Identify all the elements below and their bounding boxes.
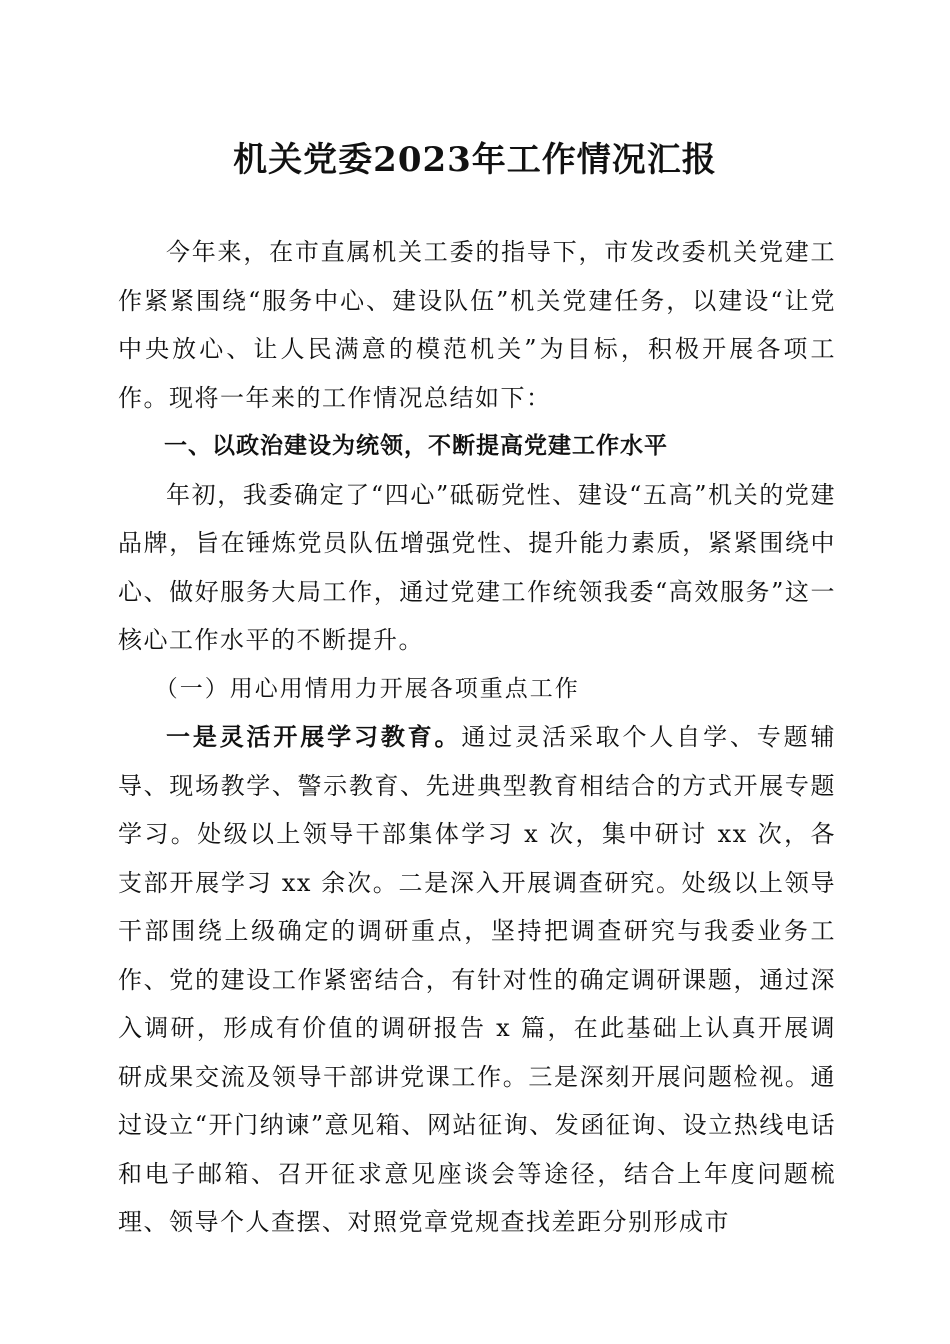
- document-title: 机关党委2023年工作情况汇报: [233, 140, 717, 180]
- section-1-heading: 一、以政治建设为统领，不断提高党建工作水平: [164, 433, 668, 459]
- subsection-1-heading: （一）用心用情用力开展各项重点工作: [154, 675, 580, 702]
- subsection-1-lead: 一是灵活开展学习教育。: [166, 722, 462, 751]
- section-1-paragraph: 年初，我委确定了“四心”砥砺党性、建设“五高”机关的党建品牌，旨在锤炼党员队伍增强党性、提升能力素质，紧紧围绕中心、做好服务大局工作，通过党建工作统领我委“高效服务”这一核心工作水平的不断提升。: [118, 480, 836, 654]
- document-body: [118, 228, 836, 1247]
- subsection-1-paragraph: [118, 713, 836, 1247]
- intro-paragraph: 今年来，在市直属机关工委的指导下，市发改委机关党建工作紧紧围绕“服务中心、建设队伍”机关党建任务，以建设“让党中央放心、让人民满意的模范机关”为目标，积极开展各项工作。现将一年来的工作情况总结如下：: [118, 238, 836, 412]
- subsection-1-text: 通过灵活采取个人自学、专题辅导、现场教学、警示教育、先进典型教育相结合的方式开展专题学习。处级以上领导干部集体学习 x 次，集中研讨 xx 次，各支部开展学习 xx 余次。二是深入开展调查研究。处级以上领导干部围绕上级确定的调研重点，坚持把调查研究与我委业务工作、党的建设工作紧密结合，有针对性的确定调研课题，通过深入调研，形成有价值的调研报告 x 篇，在此基础上认真开展调研成果交流及领导干部讲党课工作。三是深刻开展问题检视。通过设立“开门纳谏”意见箱、网站征询、发函征询、设立热线电话和电子邮箱、召开征求意见座谈会等途径，结合上年度问题梳理、领导个人查摆、对照党章党规查找差距分别形成市: [118, 723, 837, 1236]
